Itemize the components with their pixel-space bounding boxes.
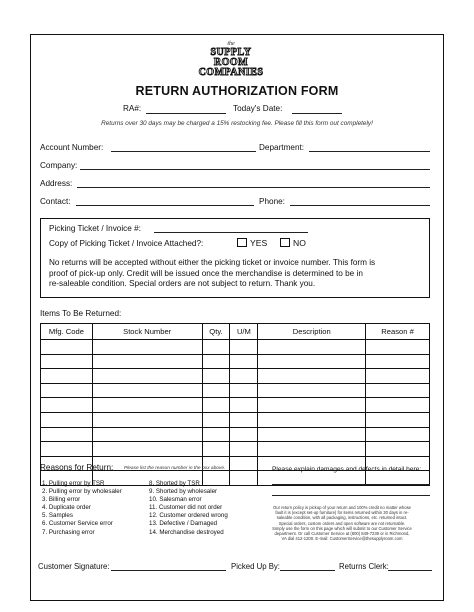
logo-line4: COMPANIES <box>198 67 264 78</box>
item-row <box>41 442 430 457</box>
item-cell[interactable] <box>230 412 258 427</box>
items-heading: Items To Be Returned: <box>40 309 122 318</box>
col-mfg-code: Mfg. Code <box>41 324 93 340</box>
logo-line2: SUPPLY <box>210 47 252 58</box>
item-cell[interactable] <box>41 412 93 427</box>
returns-clerk-label: Returns Clerk: <box>339 562 389 571</box>
item-cell[interactable] <box>41 383 93 398</box>
ra-label: RA#: <box>123 104 142 113</box>
items-header-row <box>41 324 430 340</box>
address-field[interactable] <box>77 187 430 188</box>
item-row <box>41 412 430 427</box>
item-cell[interactable] <box>366 383 430 398</box>
address-label: Address: <box>40 179 73 188</box>
fine-print-line: department. Or call Customer Service at (800) 849-7239 or in Richmond, <box>274 531 410 537</box>
item-cell[interactable] <box>230 340 258 355</box>
fine-print <box>252 505 432 541</box>
item-cell[interactable] <box>230 383 258 398</box>
item-cell[interactable] <box>41 354 93 369</box>
return-policy-paragraph <box>49 258 427 290</box>
no-label: NO <box>293 238 306 248</box>
item-cell[interactable] <box>258 369 366 384</box>
yes-option[interactable] <box>237 238 267 248</box>
logo-line3: ROOM <box>213 57 249 68</box>
reason-7: 7. Purchasing error <box>42 528 95 536</box>
date-field[interactable] <box>292 113 342 114</box>
fine-print-line: VA dial 412-1200. E-mail: CustomerService@thesupplyroom.com <box>281 536 403 542</box>
item-cell[interactable] <box>258 398 366 413</box>
fine-print-line: Special orders, custom orders and open software are not returnable. <box>278 520 406 526</box>
item-cell[interactable] <box>258 427 366 442</box>
picked-up-label: Picked Up By: <box>231 562 280 571</box>
reason-5: 5. Samples <box>42 512 73 520</box>
reasons-right-list <box>149 480 261 537</box>
item-cell[interactable] <box>92 427 202 442</box>
fine-print-line: Simply use the form on this page which will submit to our Customer Service <box>272 525 412 531</box>
fine-print-line: saleable condition, with all packaging, instructions, etc. returned intact. <box>276 515 408 521</box>
item-cell[interactable] <box>92 383 202 398</box>
item-cell[interactable] <box>92 340 202 355</box>
reason-13: 13. Defective / Damaged <box>149 520 218 528</box>
reason-8: 8. Shorted by TSR <box>149 480 200 487</box>
item-cell[interactable] <box>258 442 366 457</box>
phone-field[interactable] <box>290 205 430 206</box>
reason-2: 2. Pulling error by wholesaler <box>42 488 122 496</box>
item-cell[interactable] <box>258 383 366 398</box>
item-cell[interactable] <box>92 398 202 413</box>
item-cell[interactable] <box>202 340 230 355</box>
items-table <box>40 323 430 486</box>
item-row <box>41 398 430 413</box>
item-cell[interactable] <box>230 442 258 457</box>
company-field[interactable] <box>80 169 430 170</box>
phone-label: Phone: <box>259 197 285 206</box>
col-reason: Reason # <box>366 324 430 340</box>
reasons-heading: Reasons for Return: <box>40 463 114 472</box>
item-cell[interactable] <box>230 354 258 369</box>
item-cell[interactable] <box>366 369 430 384</box>
customer-signature-field[interactable] <box>111 570 226 571</box>
policy-line-2: proof of pick-up only. Credit will be issued once the merchandise is determined to be in <box>49 268 363 278</box>
item-cell[interactable] <box>92 369 202 384</box>
reason-1: 1. Pulling error by TSR <box>42 480 105 487</box>
item-cell[interactable] <box>230 427 258 442</box>
item-row <box>41 383 430 398</box>
item-cell[interactable] <box>202 354 230 369</box>
reason-11: 11. Customer did not order <box>149 504 223 512</box>
item-cell[interactable] <box>92 442 202 457</box>
logo-line1: the <box>227 41 235 47</box>
contact-label: Contact: <box>40 197 71 206</box>
item-cell[interactable] <box>258 340 366 355</box>
date-label: Today's Date: <box>233 104 283 113</box>
reason-9: 9. Shorted by wholesaler <box>149 488 218 496</box>
picking-ticket-field[interactable] <box>154 232 308 233</box>
item-cell[interactable] <box>202 398 230 413</box>
col-stock-number: Stock Number <box>92 324 202 340</box>
reason-10: 10. Salesman error <box>149 496 202 504</box>
reasons-hint: Please list the reason number in the box above. <box>124 466 226 471</box>
item-cell[interactable] <box>202 369 230 384</box>
supply-room-logo <box>176 38 286 82</box>
item-cell[interactable] <box>92 412 202 427</box>
reasons-left-list <box>42 480 147 537</box>
item-cell[interactable] <box>366 442 430 457</box>
damages-line-2[interactable] <box>272 495 430 496</box>
reason-4: 4. Duplicate order <box>42 504 91 512</box>
department-label: Department: <box>259 143 305 152</box>
item-cell[interactable] <box>258 412 366 427</box>
department-field[interactable] <box>309 151 430 152</box>
item-cell[interactable] <box>41 427 93 442</box>
item-cell[interactable] <box>258 354 366 369</box>
item-cell[interactable] <box>92 354 202 369</box>
item-cell[interactable] <box>41 398 93 413</box>
col-um: U/M <box>230 324 258 340</box>
item-cell[interactable] <box>41 340 93 355</box>
no-option[interactable] <box>280 238 306 248</box>
item-row <box>41 340 430 355</box>
item-cell[interactable] <box>366 427 430 442</box>
fine-print-line: Our return policy is pickup of your return and 100% credit no matter whose <box>272 505 412 510</box>
item-cell[interactable] <box>202 442 230 457</box>
damages-line-1[interactable] <box>272 484 430 485</box>
form-title: RETURN AUTHORIZATION FORM <box>135 84 339 98</box>
item-cell[interactable] <box>366 340 430 355</box>
reason-3: 3. Billing error <box>42 496 81 504</box>
yes-checkbox[interactable] <box>237 238 247 247</box>
damages-label: Please explain damages and defects in detail here: <box>272 466 422 473</box>
reason-12: 12. Customer ordered wrong <box>149 512 228 520</box>
copy-attached-label: Copy of Picking Ticket / Invoice Attached?: <box>49 239 204 248</box>
item-cell[interactable] <box>41 369 93 384</box>
item-cell[interactable] <box>202 427 230 442</box>
item-row <box>41 354 430 369</box>
fine-print-line: fault it is (except set-up furniture) for items returned within 30 days in re- <box>275 510 409 516</box>
item-cell[interactable] <box>366 354 430 369</box>
customer-signature-label: Customer Signature: <box>38 562 110 571</box>
returns-clerk-field[interactable] <box>388 570 432 571</box>
item-cell[interactable] <box>202 412 230 427</box>
account-number-label: Account Number: <box>40 143 104 152</box>
item-cell[interactable] <box>230 456 258 471</box>
policy-line-1: No returns will be accepted without either the picking ticket or invoice number. This form is <box>49 258 376 267</box>
item-cell[interactable] <box>366 398 430 413</box>
picked-up-field[interactable] <box>280 570 335 571</box>
item-row <box>41 369 430 384</box>
col-description: Description <box>258 324 366 340</box>
reason-14: 14. Merchandise destroyed <box>149 528 224 536</box>
item-cell[interactable] <box>202 383 230 398</box>
contact-field[interactable] <box>76 205 254 206</box>
item-cell[interactable] <box>41 442 93 457</box>
restocking-note: Returns over 30 days may be charged a 15% restocking fee. Please fill this form out completely! <box>101 120 373 127</box>
policy-line-3: re-saleable condition. Special orders are not subject to return. Thank you. <box>49 279 316 289</box>
item-cell[interactable] <box>366 412 430 427</box>
company-label: Company: <box>40 161 78 170</box>
picking-ticket-label: Picking Ticket / Invoice #: <box>49 224 141 233</box>
item-row <box>41 427 430 442</box>
reason-6: 6. Customer Service error <box>42 520 113 528</box>
item-cell[interactable] <box>230 369 258 384</box>
account-number-field[interactable] <box>111 151 256 152</box>
ra-field[interactable] <box>146 113 226 114</box>
col-qty: Qty. <box>202 324 230 340</box>
no-checkbox[interactable] <box>280 238 290 247</box>
item-cell[interactable] <box>230 398 258 413</box>
yes-label: YES <box>250 238 268 248</box>
